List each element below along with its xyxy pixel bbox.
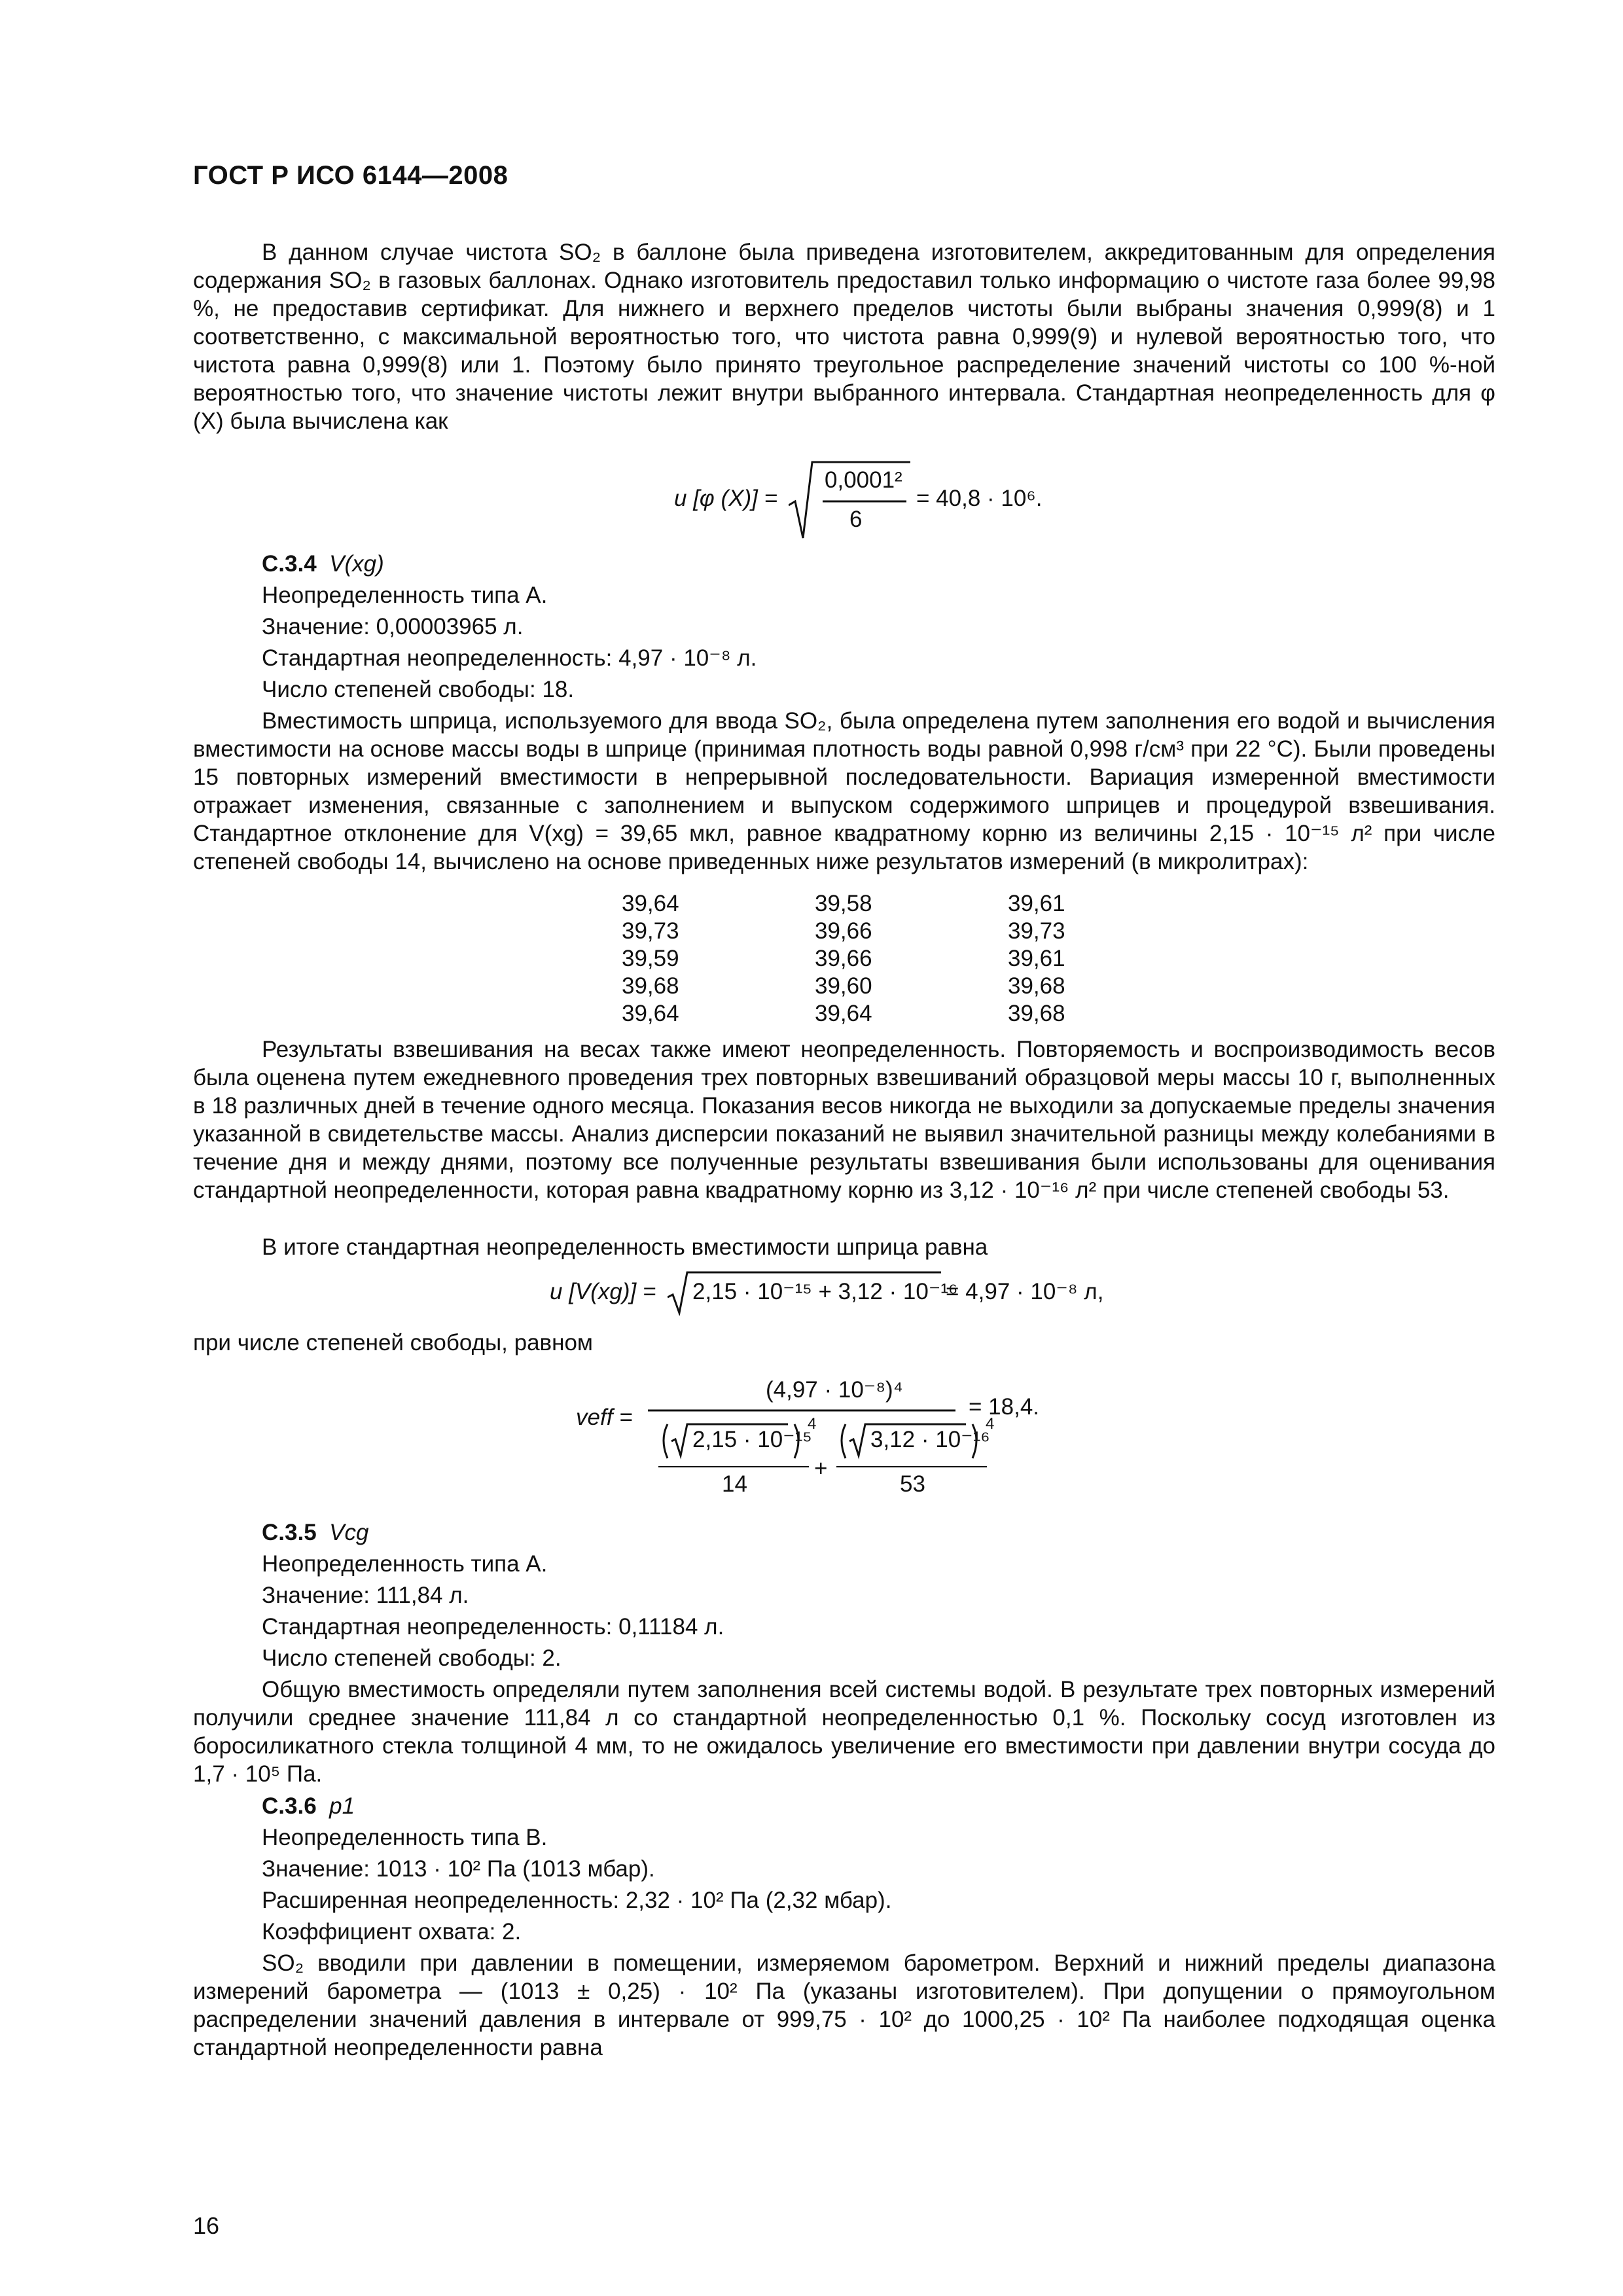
measurement-cell: 39,66 bbox=[815, 946, 872, 971]
formula-lhs: veff = bbox=[576, 1405, 633, 1430]
plus-sign: + bbox=[814, 1456, 828, 1481]
measurement-cell: 39,61 bbox=[1008, 946, 1065, 971]
c34-value: Значение: 0,00003965 л. bbox=[262, 614, 524, 639]
formula-purity-uncertainty bbox=[674, 458, 1093, 543]
formula-term-2: 3,12 · 10⁻¹⁶ bbox=[870, 1427, 990, 1452]
measurement-cell: 39,60 bbox=[815, 973, 872, 999]
c34-paragraph: Вместимость шприца, используемого для ввода SO₂, была определена путем заполнения его водой и вычисления вместимости на основе массы воды в шприце (принимая плотность воды равной 0,998 г/см³ при 22 °С). Были проведены 15 повторных измерений вместимости в непрерывной последовательности. Вариация измеренной вместимости отражает изменения, связанные с заполнением и выпуском содержимого шприцев и процедурой взвешивания. Стандартное отклонение для V(xg) = 39,65 мкл, равное квадратному корню из величины 2,15 · 10⁻¹⁵ л² при числе степеней свободы 14, вычислено на основе приведенных ниже результатов измерений (в микролитрах): bbox=[193, 708, 1495, 874]
formula-rhs: = 40,8 · 10⁶. bbox=[916, 486, 1043, 511]
measurement-cell: 39,68 bbox=[1008, 973, 1065, 999]
c34-type: Неопределенность типа А. bbox=[262, 583, 548, 608]
fraction-bar bbox=[648, 1408, 955, 1412]
paragraph-total: В итоге стандартная неопределенность вместимости шприца равна bbox=[262, 1234, 988, 1260]
paragraph-purity: В данном случае чистота SO₂ в баллоне была приведена изготовителем, аккредитованным для определения содержания SO₂ в газовых баллонах. Однако изготовитель предоставил только информацию о чистоте газа более 99,98 %, не предоставив сертификат. Для нижнего и верхнего пределов чистоты были выбраны значения 0,999(8) и 1 соответственно, с максимальной вероятностью того, что чистота равна 0,999(9) и нулевой вероятностью того, что чистота равна 0,999(8) или 1. Поэтому было принято треугольное распределение значений чистоты со 100 %-ной вероятностью того, что значение чистоты лежит внутри выбранного интервала. Стандартная неопределенность для φ (X) была вычислена как bbox=[193, 240, 1495, 434]
measurement-column-3 bbox=[1008, 890, 1065, 1028]
measurement-cell: 39,66 bbox=[815, 918, 872, 944]
c35-type: Неопределенность типа А. bbox=[262, 1551, 548, 1577]
formula-denominator-2: 53 bbox=[900, 1471, 925, 1497]
measurement-cell: 39,64 bbox=[622, 891, 679, 916]
formula-denominator: 6 bbox=[849, 507, 863, 532]
section-number: С.3.5 bbox=[262, 1520, 317, 1545]
measurement-column-1 bbox=[622, 890, 679, 1028]
fraction-bar-2 bbox=[836, 1465, 987, 1469]
formula-syringe-uncertainty bbox=[550, 1270, 1139, 1316]
formula-numerator: 0,0001² bbox=[825, 467, 902, 493]
formula-lhs: u [V(xg)] = bbox=[550, 1279, 656, 1304]
power-4-label: 4 bbox=[808, 1415, 817, 1433]
section-c34-heading bbox=[262, 550, 384, 578]
section-symbol: p1 bbox=[329, 1793, 355, 1819]
c34-dof: Число степеней свободы: 18. bbox=[262, 677, 575, 702]
c36-paragraph: SO₂ вводили при давлении в помещении, измеряемом барометром. Верхний и нижний пределы диапазона измерений барометра — (1013 ± 0,25) · 10² Па (указаны изготовителем). При допущении о прямоугольном распределении значений давления в интервале от 999,75 · 10² до 1000,25 · 10² Па наиболее подходящая оценка стандартной неопределенности равна bbox=[193, 1950, 1495, 2060]
section-number: С.3.4 bbox=[262, 551, 317, 577]
measurement-cell: 39,64 bbox=[815, 1001, 872, 1026]
c34-std-uncertainty: Стандартная неопределенность: 4,97 · 10⁻⁸ л. bbox=[262, 645, 757, 671]
measurement-column-2 bbox=[815, 890, 872, 1028]
section-c36-heading bbox=[262, 1792, 355, 1820]
c36-type: Неопределенность типа В. bbox=[262, 1825, 548, 1850]
formula-rhs: = 4,97 · 10⁻⁸ л, bbox=[946, 1279, 1104, 1304]
measurement-cell: 39,59 bbox=[622, 946, 679, 971]
paragraph-dof: при числе степеней свободы, равном bbox=[193, 1330, 593, 1355]
measurement-cell: 39,64 bbox=[622, 1001, 679, 1026]
section-symbol: V(xg) bbox=[329, 551, 384, 577]
measurement-cell: 39,73 bbox=[1008, 918, 1065, 944]
section-symbol: Vcg bbox=[329, 1520, 369, 1545]
formula-rhs: = 18,4. bbox=[969, 1394, 1040, 1420]
c36-expanded-uncertainty: Расширенная неопределенность: 2,32 · 10² Па (2,32 мбар). bbox=[262, 1888, 892, 1913]
document-header: ГОСТ Р ИСО 6144—2008 bbox=[193, 161, 508, 190]
measurement-cell: 39,58 bbox=[815, 891, 872, 916]
formula-effective-dof bbox=[576, 1374, 1139, 1499]
measurement-table bbox=[622, 890, 1080, 1031]
measurement-cell: 39,61 bbox=[1008, 891, 1065, 916]
c36-value: Значение: 1013 · 10² Па (1013 мбар). bbox=[262, 1856, 655, 1882]
formula-radicand: 2,15 · 10⁻¹⁵ + 3,12 · 10⁻¹⁶ bbox=[692, 1279, 958, 1304]
page-number: 16 bbox=[193, 2212, 220, 2239]
c35-paragraph: Общую вместимость определяли путем заполнения всей системы водой. В результате трех повторных измерений получили среднее значение 111,84 л со стандартной неопределенностью 0,1 %. Поскольку сосуд изготовлен из боросиликатного стекла толщиной 4 мм, то не ожидалось увеличение его вместимости при давлении внутри сосуда до 1,7 · 10⁵ Па. bbox=[193, 1677, 1495, 1787]
measurement-cell: 39,68 bbox=[622, 973, 679, 999]
power-4-label: 4 bbox=[986, 1415, 995, 1433]
c35-std-uncertainty: Стандартная неопределенность: 0,11184 л. bbox=[262, 1614, 724, 1640]
formula-denominator-1: 14 bbox=[722, 1471, 747, 1497]
measurement-cell: 39,68 bbox=[1008, 1001, 1065, 1026]
fraction-bar-1 bbox=[658, 1465, 809, 1469]
formula-lhs: u [φ (X)] = bbox=[674, 486, 778, 511]
c35-dof: Число степеней свободы: 2. bbox=[262, 1645, 562, 1671]
c36-coverage-factor: Коэффициент охвата: 2. bbox=[262, 1919, 522, 1945]
c35-value: Значение: 111,84 л. bbox=[262, 1583, 469, 1608]
measurement-cell: 39,73 bbox=[622, 918, 679, 944]
section-c35-heading bbox=[262, 1518, 368, 1547]
paragraph-weighing: Результаты взвешивания на весах также имеют неопределенность. Повторяемость и воспроизводимость весов была оценена путем ежедневного проведения трех повторных взвешиваний образцовой меры массы 10 г, выполненных в 18 различных дней в течение одного месяца. Показания весов никогда не выходили за допускаемые пределы значения указанной в свидетельстве массы. Анализ дисперсии показаний не выявил значительной разницы между колебаниями в течение дня и между днями, поэтому все полученные результаты взвешивания были использованы для оценивания стандартной неопределенности, которая равна квадратному корню из 3,12 · 10⁻¹⁶ л² при числе степеней свободы 53. bbox=[193, 1037, 1495, 1203]
section-number: С.3.6 bbox=[262, 1793, 317, 1819]
formula-term-1: 2,15 · 10⁻¹⁵ bbox=[692, 1427, 812, 1452]
formula-numerator: (4,97 · 10⁻⁸)⁴ bbox=[766, 1377, 903, 1403]
